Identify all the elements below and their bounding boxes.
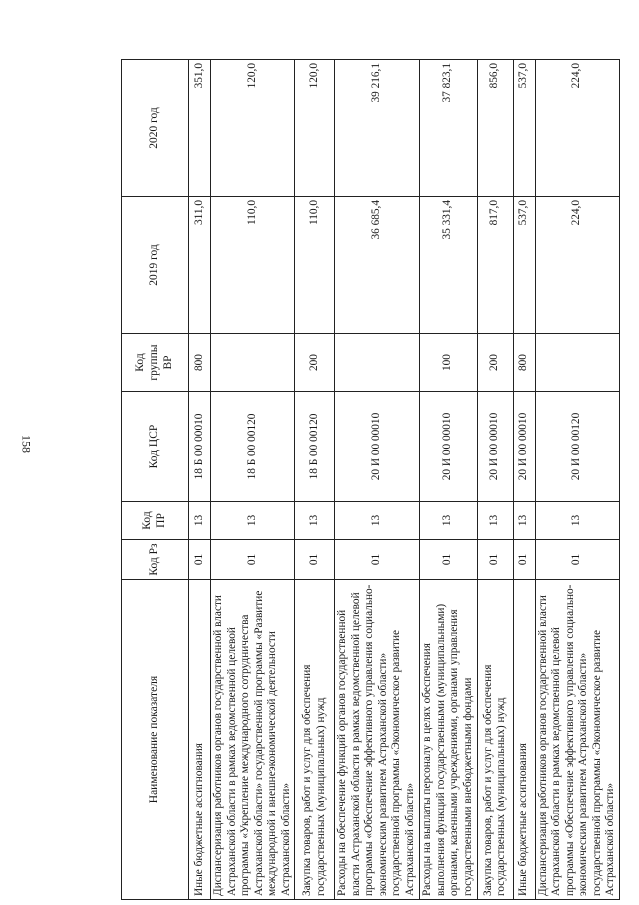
row-2020: 537,0 [513,60,535,197]
row-rz: 01 [189,540,211,580]
row-vr [211,334,295,392]
row-pr: 13 [189,502,211,540]
row-2019: 311,0 [189,197,211,334]
header-pr: Код ПР [122,502,189,540]
header-csr: Код ЦСР [122,392,189,502]
row-pr: 13 [477,502,513,540]
row-name: Иные бюджетные ассигнования [189,580,211,900]
row-2019: 537,0 [513,197,535,334]
row-csr: 18 Б 00 00120 [295,392,335,502]
header-vr: Код группы ВР [122,334,189,392]
row-csr: 20 И 00 00010 [419,392,477,502]
row-2020: 856,0 [477,60,513,197]
table-row [513,60,535,900]
table-row [535,60,619,900]
row-name: Расходы на обеспечение функций органов государственной власти Астраханской области в рамках ведомственной целевой программы «Обеспечение эффективного управления социально-экономическим развитием Астраханской области» государственной программы «Экономическое развитие Астраханской области» [335,580,419,900]
row-vr: 200 [295,334,335,392]
row-pr: 13 [295,502,335,540]
row-vr: 200 [477,334,513,392]
row-vr [335,334,419,392]
row-csr: 20 И 00 00120 [535,392,619,502]
row-rz: 01 [477,540,513,580]
row-2020: 37 823,1 [419,60,477,197]
row-vr: 800 [513,334,535,392]
header-rz: Код Рз [122,540,189,580]
row-vr: 800 [189,334,211,392]
row-2019: 36 685,4 [335,197,419,334]
row-pr: 13 [535,502,619,540]
row-csr: 18 Б 00 00010 [189,392,211,502]
row-name: Диспансеризация работников органов государственной власти Астраханской области в рамках ведомственной целевой программы «Обеспечение эффективного управления социально-экономическим развитием Астраханской области» государственной программы «Экономическое развитие Астраханской области» [535,580,619,900]
row-vr [535,334,619,392]
row-rz: 01 [419,540,477,580]
row-rz: 01 [211,540,295,580]
row-rz: 01 [295,540,335,580]
header-name: Наименование показателя [122,580,189,900]
table-row [477,60,513,900]
rotated-table-content [121,60,617,900]
row-csr: 20 И 00 00010 [335,392,419,502]
header-2020: 2020 год [122,60,189,197]
row-csr: 20 И 00 00010 [477,392,513,502]
row-pr: 13 [335,502,419,540]
table-row [189,60,211,900]
row-name: Закупка товаров, работ и услуг для обеспечения государственных (муниципальных) нужд [477,580,513,900]
row-2019: 35 331,4 [419,197,477,334]
row-name: Закупка товаров, работ и услуг для обеспечения государственных (муниципальных) нужд [295,580,335,900]
table-row [419,60,477,900]
row-2019: 110,0 [295,197,335,334]
row-name: Диспансеризация работников органов государственной власти Астраханской области в рамках ведомственной целевой программы «Укрепление международного сотрудничества Астраханской области» государственной программы «Развитие международной и внешнеэкономической деятельности Астраханской области» [211,580,295,900]
row-2020: 351,0 [189,60,211,197]
row-2019: 110,0 [211,197,295,334]
row-2020: 120,0 [295,60,335,197]
row-rz: 01 [335,540,419,580]
row-name: Иные бюджетные ассигнования [513,580,535,900]
row-csr: 18 Б 00 00120 [211,392,295,502]
row-2019: 817,0 [477,197,513,334]
table-row [335,60,419,900]
table-row [211,60,295,900]
row-rz: 01 [535,540,619,580]
row-2020: 39 216,1 [335,60,419,197]
row-rz: 01 [513,540,535,580]
row-csr: 20 И 00 00010 [513,392,535,502]
row-pr: 13 [513,502,535,540]
budget-table [121,59,620,900]
rotated-table-frame [121,60,617,900]
row-name: Расходы на выплаты персоналу в целях обеспечения выполнения функций государственными (муниципальными) органами, казенными учреждениями, органами управления государственными внебюджетными фондами [419,580,477,900]
row-pr: 13 [211,502,295,540]
table-header-row [122,60,189,900]
row-pr: 13 [419,502,477,540]
row-2020: 120,0 [211,60,295,197]
table-row [295,60,335,900]
header-2019: 2019 год [122,197,189,334]
row-2019: 224,0 [535,197,619,334]
row-2020: 224,0 [535,60,619,197]
row-vr: 100 [419,334,477,392]
page-number: 158 [19,435,34,453]
